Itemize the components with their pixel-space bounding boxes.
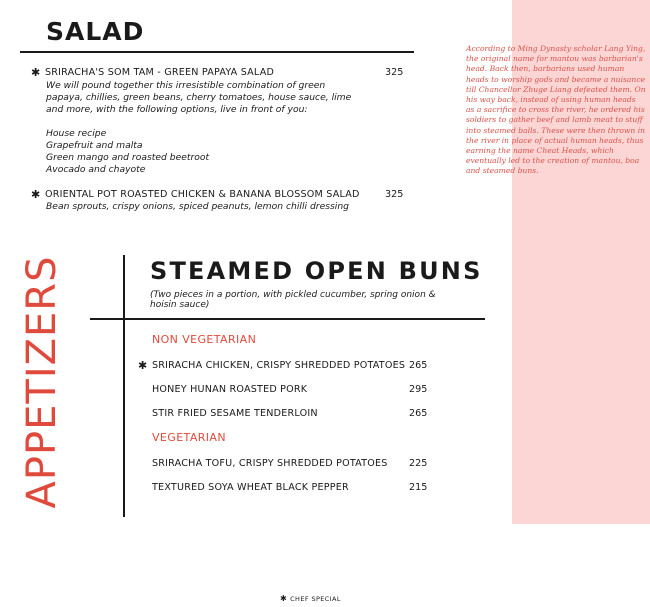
bun-item-price: 295 [409,384,428,395]
salad-option: Green mango and roasted beetroot [46,152,210,163]
appetizers-section-label [12,232,72,532]
chef-special-label: CHEF SPECIAL [290,595,341,603]
salad-item-price: 325 [385,189,404,200]
bun-item-name: SRIRACHA TOFU, CRISPY SHREDDED POTATOES [152,458,388,469]
bun-item-name: TEXTURED SOYA WHEAT BLACK PEPPER [152,482,349,493]
bun-item-price: 265 [409,360,428,371]
chef-special-star-icon: ✱ [280,594,288,603]
salad-item-description-line: We will pound together this irresistible combination of green [46,80,326,91]
salad-option: House recipe [46,128,107,139]
bun-item-name: HONEY HUNAN ROASTED PORK [152,384,308,395]
mantou-history-note: According to Ming Dynasty scholar Lang Ying, the original name for mantou was barbarian's head. Back then, barbarians used human heads to worship gods and became a nuisance till Chancellor Zhuge Liang defeated them. On his way back, instead of using human heads as a sacrifice to cross the river, he ordered his soldiers to gather beef and lamb meat to stuff into steamed balls. These were then thrown in the river in place of actual human heads, thus earning the name Cheat Heads, which eventually led to the creation of mantou, boa and steamed buns. [466,44,646,176]
bun-item-price: 215 [409,482,428,493]
chef-special-legend [280,594,341,603]
buns-heading: STEAMED OPEN BUNS [150,257,483,285]
salad-item-price: 325 [385,67,404,78]
category-vegetarian: VEGETARIAN [152,431,226,444]
bun-item-name: STIR FRIED SESAME TENDERLOIN [152,408,318,419]
buns-divider [90,318,485,320]
bun-item-price: 265 [409,408,428,419]
salad-option: Grapefruit and malta [46,140,143,151]
salad-item-description-line: Bean sprouts, crispy onions, spiced peanuts, lemon chilli dressing [46,201,350,212]
salad-divider [20,51,414,53]
salad-item-name: ORIENTAL POT ROASTED CHICKEN & BANANA BLOSSOM SALAD [45,189,360,200]
salad-item-description-line: and more, with the following options, live in front of you: [46,104,308,115]
salad-item-name: SRIRACHA'S SOM TAM - GREEN PAPAYA SALAD [45,67,275,78]
bun-item-name: SRIRACHA CHICKEN, CRISPY SHREDDED POTATOES [152,360,406,371]
buns-vertical-divider [123,255,125,517]
salad-option: Avocado and chayote [46,164,146,175]
appetizers-label-text: APPETIZERS [19,255,65,509]
salad-heading: SALAD [46,17,145,46]
bun-item-price: 225 [409,458,428,469]
category-non-vegetarian: NON VEGETARIAN [152,333,257,346]
buns-subtitle: (Two pieces in a portion, with pickled cucumber, spring onion & hoisin sauce) [150,290,436,310]
chef-special-star-icon: ✱ [138,359,148,372]
chef-special-star-icon: ✱ [31,188,41,201]
salad-item-description-line: papaya, chillies, green beans, cherry tomatoes, house sauce, lime [46,92,352,103]
chef-special-star-icon: ✱ [31,66,41,79]
